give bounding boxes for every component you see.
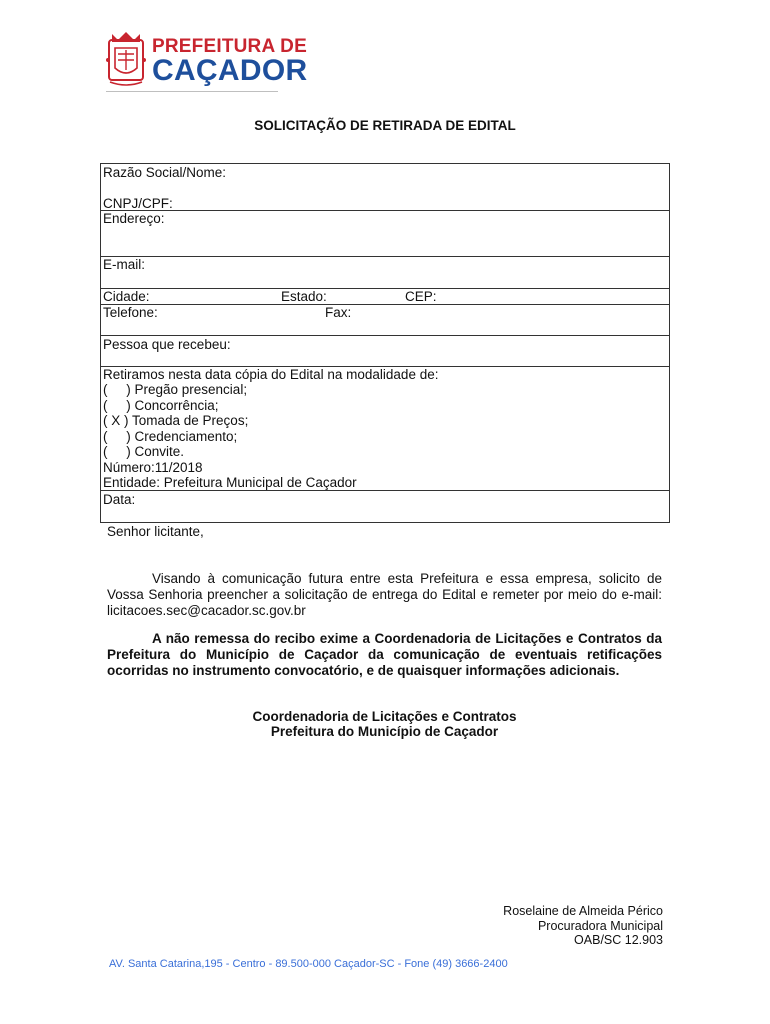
cidade-label: Cidade:: [103, 289, 150, 304]
signature-oab: OAB/SC 12.903: [574, 933, 663, 947]
signature-role: Procuradora Municipal: [537, 919, 663, 933]
cep-label: CEP:: [405, 289, 437, 304]
numero-text: Número:11/2018: [103, 460, 203, 475]
telefone-label: Telefone:: [103, 305, 158, 320]
paragraph-notice: A não remessa do recibo exime a Coordenadoria de Licitações e Contratos da Prefeitura do Município de Caçador da comunicação de eventuais retificações ocorridas no instrumento convocatório, e de quaisquer informações adicionais.: [107, 631, 662, 678]
form-row-cidade: [101, 289, 669, 305]
form-row-pessoa: [101, 336, 669, 367]
form-row-data: [101, 491, 669, 522]
razao-social-label: Razão Social/Nome:: [103, 165, 227, 180]
option-credenciamento: ( ) Credenciamento;: [103, 429, 238, 444]
document-title: SOLICITAÇÃO DE RETIRADA DE EDITAL: [254, 118, 516, 133]
estado-label: Estado:: [281, 289, 327, 304]
form-row-razao-social: [101, 164, 669, 211]
cnpj-label: CNPJ/CPF:: [103, 196, 173, 211]
logo-text-line2: CAÇADOR: [152, 54, 308, 87]
data-label: Data:: [103, 492, 136, 507]
form-row-modalidade: [101, 367, 669, 491]
pessoa-label: Pessoa que recebeu:: [103, 337, 231, 352]
form-row-telefone: [101, 305, 669, 336]
department-line1: Coordenadoria de Licitações e Contratos: [252, 709, 517, 724]
retiramos-text: Retiramos nesta data cópia do Edital na modalidade de:: [103, 367, 439, 382]
option-tomada-precos: ( X ) Tomada de Preços;: [103, 413, 249, 428]
greeting: Senhor licitante,: [107, 524, 204, 539]
form-row-endereco: [101, 211, 669, 257]
signature-name: Roselaine de Almeida Périco: [503, 904, 663, 918]
prefeitura-logo: [106, 30, 308, 92]
form-row-email: [101, 257, 669, 304]
email-label: E-mail:: [103, 257, 146, 272]
option-concorrencia: ( ) Concorrência;: [103, 398, 219, 413]
entidade-text: Entidade: Prefeitura Municipal de Caçador: [103, 475, 357, 490]
request-form: [100, 163, 670, 523]
option-pregao: ( ) Pregão presencial;: [103, 382, 248, 397]
endereco-label: Endereço:: [103, 211, 165, 226]
option-convite: ( ) Convite.: [103, 444, 185, 459]
fax-label: Fax:: [325, 305, 352, 320]
city-coat-of-arms-icon: [106, 30, 146, 88]
footer-address: AV. Santa Catarina,195 - Centro - 89.500-000 Caçador-SC - Fone (49) 3666-2400: [109, 958, 508, 970]
logo-text-line1: PREFEITURA DE: [152, 36, 307, 57]
paragraph-instructions: Visando à comunicação futura entre esta Prefeitura e essa empresa, solicito de Vossa Senhoria preencher a solicitação de entrega do Edital e remeter por meio do e-mail: licitacoes.sec@cacador.sc.gov.br: [107, 571, 662, 618]
header-divider: [106, 91, 278, 92]
department-line2: Prefeitura do Município de Caçador: [270, 724, 499, 739]
